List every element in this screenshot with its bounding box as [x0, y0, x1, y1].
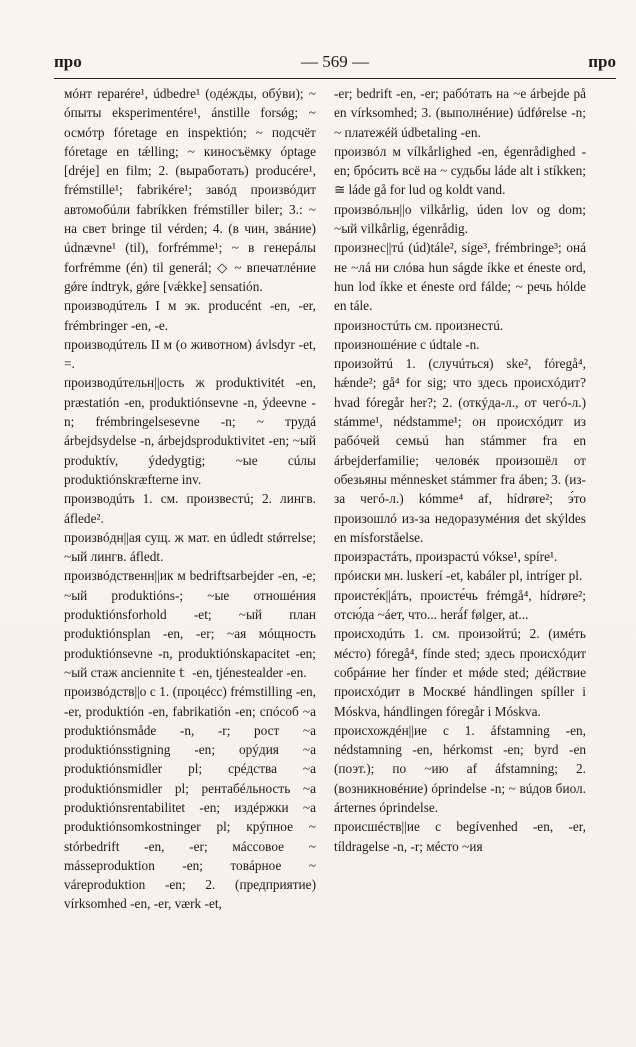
dictionary-entry: прóиски мн. luskerí -et, kabáler pl, intríger pl. [334, 568, 583, 584]
page-number: — 569 — [301, 52, 369, 71]
left-column [64, 84, 316, 914]
dictionary-entry: происходúть 1. см. произойтú; 2. (имéть мéсто) fóregå⁴, fínde sted; здесь происхóдит собрáние her fínder et mǿde sted; дéйствие происхóдит в Москвé hándlingen spíller i Móskva, hándlingen fóregår i Móskva. [334, 626, 586, 719]
dictionary-entry: производúтель I м эк. producént -en, -er, frémbringer -en, -e. [64, 298, 316, 333]
right-column [334, 84, 586, 856]
dictionary-entry: произвóдн||ая сущ. ж мат. en údledt stǿrrelse; ~ый лингв. áfledt. [64, 529, 316, 565]
dictionary-entry: произвóдственн||ик м bedriftsarbejder -en, -e; ~ый produktións-; ~ые отношéния produktiónsforhold -et; ~ый план produktiónsplan -en, -er; ~ая мóщность produktiónsevne -n, produktiónskapacitet -en; ~ый стаж ancienniteｔ -en, tjénestealder -en. [64, 568, 316, 680]
dictionary-entry: -er; bedrift -en, -er; рабóтать на ~е árbejde på en vírksomhed; 3. (выполнéние) údfǿrelse -n; ~ платежéй údbetaling -en. [334, 86, 586, 140]
dictionary-entry: произвóл м vílkårlighed -en, égenrådighed -en; брóсить всё на ~ судьбы láde alt i stíkken; ≅ láde gå for lud og koldt vand. [334, 143, 586, 198]
dictionary-entry: происте́к||áть, происте́чь frémgå⁴, hídrøre²; отсю́да ~áет, что... herá́f følger, at... [334, 587, 586, 623]
dictionary-entry: произностúть см. произнестú. [334, 317, 504, 333]
dictionary-entry: производúть 1. см. произвестú; 2. лингв. áflede². [64, 491, 316, 526]
dictionary-entry: произрастáть, произрастú vókse¹, spíre¹. [334, 549, 558, 565]
dictionary-entry: произнес||тú (úd)tále², síge³, frémbringe³; онá не ~лá ни слóва hun ságde íkke et éneste ord, hun lod íkke et éneste ord fálde; ~ речь hólde en tále. [334, 240, 586, 314]
dictionary-entry: произношéние с údtale -n. [334, 336, 480, 352]
dictionary-entry: происшéств||ие с begívenhed -en, -er, tíldragelse -n, -r; мéсто ~ия [334, 819, 586, 854]
right-guide-word: про [588, 52, 616, 71]
dictionary-entry: произойтú 1. (случúться) ske², fóregå⁴, hǽnde²; gå⁴ for sig; что здесь происхóдит? hvad fóregår her?; 2. (откýда-л., от чегó-л.) stámme¹, nédstamme¹; он происхóдит из рабóчей семьú han stámmer fra en árbejderfamilie; человéк произошёл от обезьяны ménnesket stámmer fra áben; 3. (из-за чегó-л.) kómme⁴ af, hídrøre²; э́то произошлó из-за недоразумéния det skýldes en mísforståelse. [334, 356, 586, 545]
dictionary-entry: производúтельн||ость ж produktivitét -en, præstatión -en, produktiónsevne -n, ýdeevne -n; frémbringelsesevne -n; ~ трудá árbejdsydelse -n, árbejdsproduktivitet -en; ~ый produktív, ýdedygtig; ~ые сúлы produktiónskræfterne inv. [64, 375, 316, 487]
dictionary-entry: происхождéн||ие с 1. áfstamning -en, nédstamning -en, hérkomst -en; byrd -en (поэт.); по ~ию af áfstamning; 2. (возникновéние) óprindelse -n; ~ вúдов биол. árternes óprindelse. [334, 722, 586, 815]
header-rule [54, 78, 616, 79]
left-guide-word: про [54, 52, 82, 71]
dictionary-entry: произвóльн||о vilkårlig, úden lov og dom; ~ый vilkårlig, égenrådig. [334, 201, 586, 237]
dictionary-entry: мóнт reparére¹, údbedre¹ (одéжды, обýви); ~ óпыты eksperimentére¹, ánstille forsǿg; ~ осмóтр fóretage en inspektión; ~ подсчёт fóretage en tǽlling; ~ киносъёмку óptage [dréje] en film; 2. (выработать) producére¹, frémstille¹; fabrikére¹; завóд произвóдит автомобúли fabríkken frémstiller biler; 3.: ~ на свет bringe til vérden; 4. (в чин, звáние) údnævne¹ (til), forfrémme¹; ~ в генерáлы forfrémme (én) til generál; ◇ ~ впечатлéние gǿre índtryk, gǿre [vǽkke] sensatión. [64, 86, 316, 294]
running-head [54, 52, 616, 78]
dictionary-entry: произвóдств||о с 1. (процéсс) frémstilling -en, -er, produktión -en, fabrikatión -en; спóсоб ~а produktiónsmåde -n, -r; рост ~а produktiónsstigning -en; орýдия ~а produktiónsmidler pl; срéдства ~а produktiónsmidler pl; рентабéльность ~а produktiónsrentabilitet -en; издéржки ~а produktiónsomkostninger pl; крýпное ~ stórbedrift -en, -er; мáссовое ~ másseproduktion -en; товáрное ~ váreproduktion -en; 2. (предприятие) vírksomhed -en, -er, værk -et, [64, 684, 316, 912]
dictionary-entry: производúтель II м (о животном) ávlsdyr -et, =. [64, 336, 316, 372]
